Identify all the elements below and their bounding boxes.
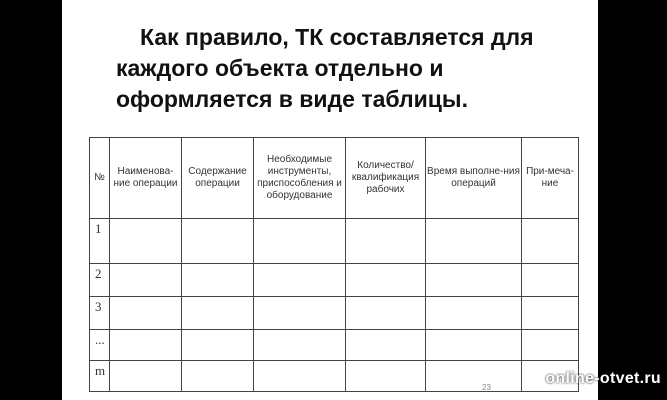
heading-line-3: оформляется в виде таблицы.: [116, 86, 468, 112]
site-watermark: online-otvet.ru: [545, 370, 661, 387]
table-cell: [522, 264, 579, 297]
table-cell: [254, 297, 346, 330]
row-number: m: [90, 361, 110, 392]
row-number: 2: [90, 264, 110, 297]
table-cell: [522, 330, 579, 361]
table-row: [90, 297, 579, 330]
table-cell: [254, 219, 346, 264]
table-cell: [182, 361, 254, 392]
table-cell: [110, 297, 182, 330]
table-cell: [346, 330, 426, 361]
table-cell: [346, 264, 426, 297]
table-cell: [346, 219, 426, 264]
table-row: [90, 361, 579, 392]
table-cell: [522, 297, 579, 330]
row-number: ...: [90, 330, 110, 361]
table-cell: [522, 219, 579, 264]
header-time: Время выполне-ния операций: [426, 138, 522, 219]
page-number: 23: [482, 383, 491, 392]
header-number: №: [90, 138, 110, 219]
table-row: [90, 219, 579, 264]
table-cell: [426, 264, 522, 297]
table-cell: [182, 330, 254, 361]
table-cell: [346, 297, 426, 330]
table-cell: [426, 297, 522, 330]
tech-card-table: [89, 137, 579, 392]
table-header-row: [90, 138, 579, 219]
table-cell: [426, 361, 522, 392]
table-cell: [426, 219, 522, 264]
table-cell: [254, 264, 346, 297]
table-cell: [254, 361, 346, 392]
header-workers: Количество/ квалификация рабочих: [346, 138, 426, 219]
table-cell: [182, 297, 254, 330]
table-cell: [254, 330, 346, 361]
table-cell: [110, 361, 182, 392]
row-number: 3: [90, 297, 110, 330]
heading-line-1: Как правило, ТК составляется для: [140, 24, 534, 50]
table-cell: [182, 264, 254, 297]
table-cell: [110, 264, 182, 297]
header-operation-content: Содержание операции: [182, 138, 254, 219]
header-notes: При-меча-ние: [522, 138, 579, 219]
heading-line-2: каждого объекта отдельно и: [116, 55, 444, 81]
row-number: 1: [90, 219, 110, 264]
table-cell: [346, 361, 426, 392]
table-cell: [426, 330, 522, 361]
header-tools: Необходимые инструменты, приспособления и оборудование: [254, 138, 346, 219]
table-row: [90, 330, 579, 361]
table-cell: [110, 330, 182, 361]
table-row: [90, 264, 579, 297]
slide: [62, 0, 598, 400]
slide-heading: [116, 22, 556, 115]
table-cell: [182, 219, 254, 264]
header-operation-name: Наименова-ние операции: [110, 138, 182, 219]
table-cell: [110, 219, 182, 264]
